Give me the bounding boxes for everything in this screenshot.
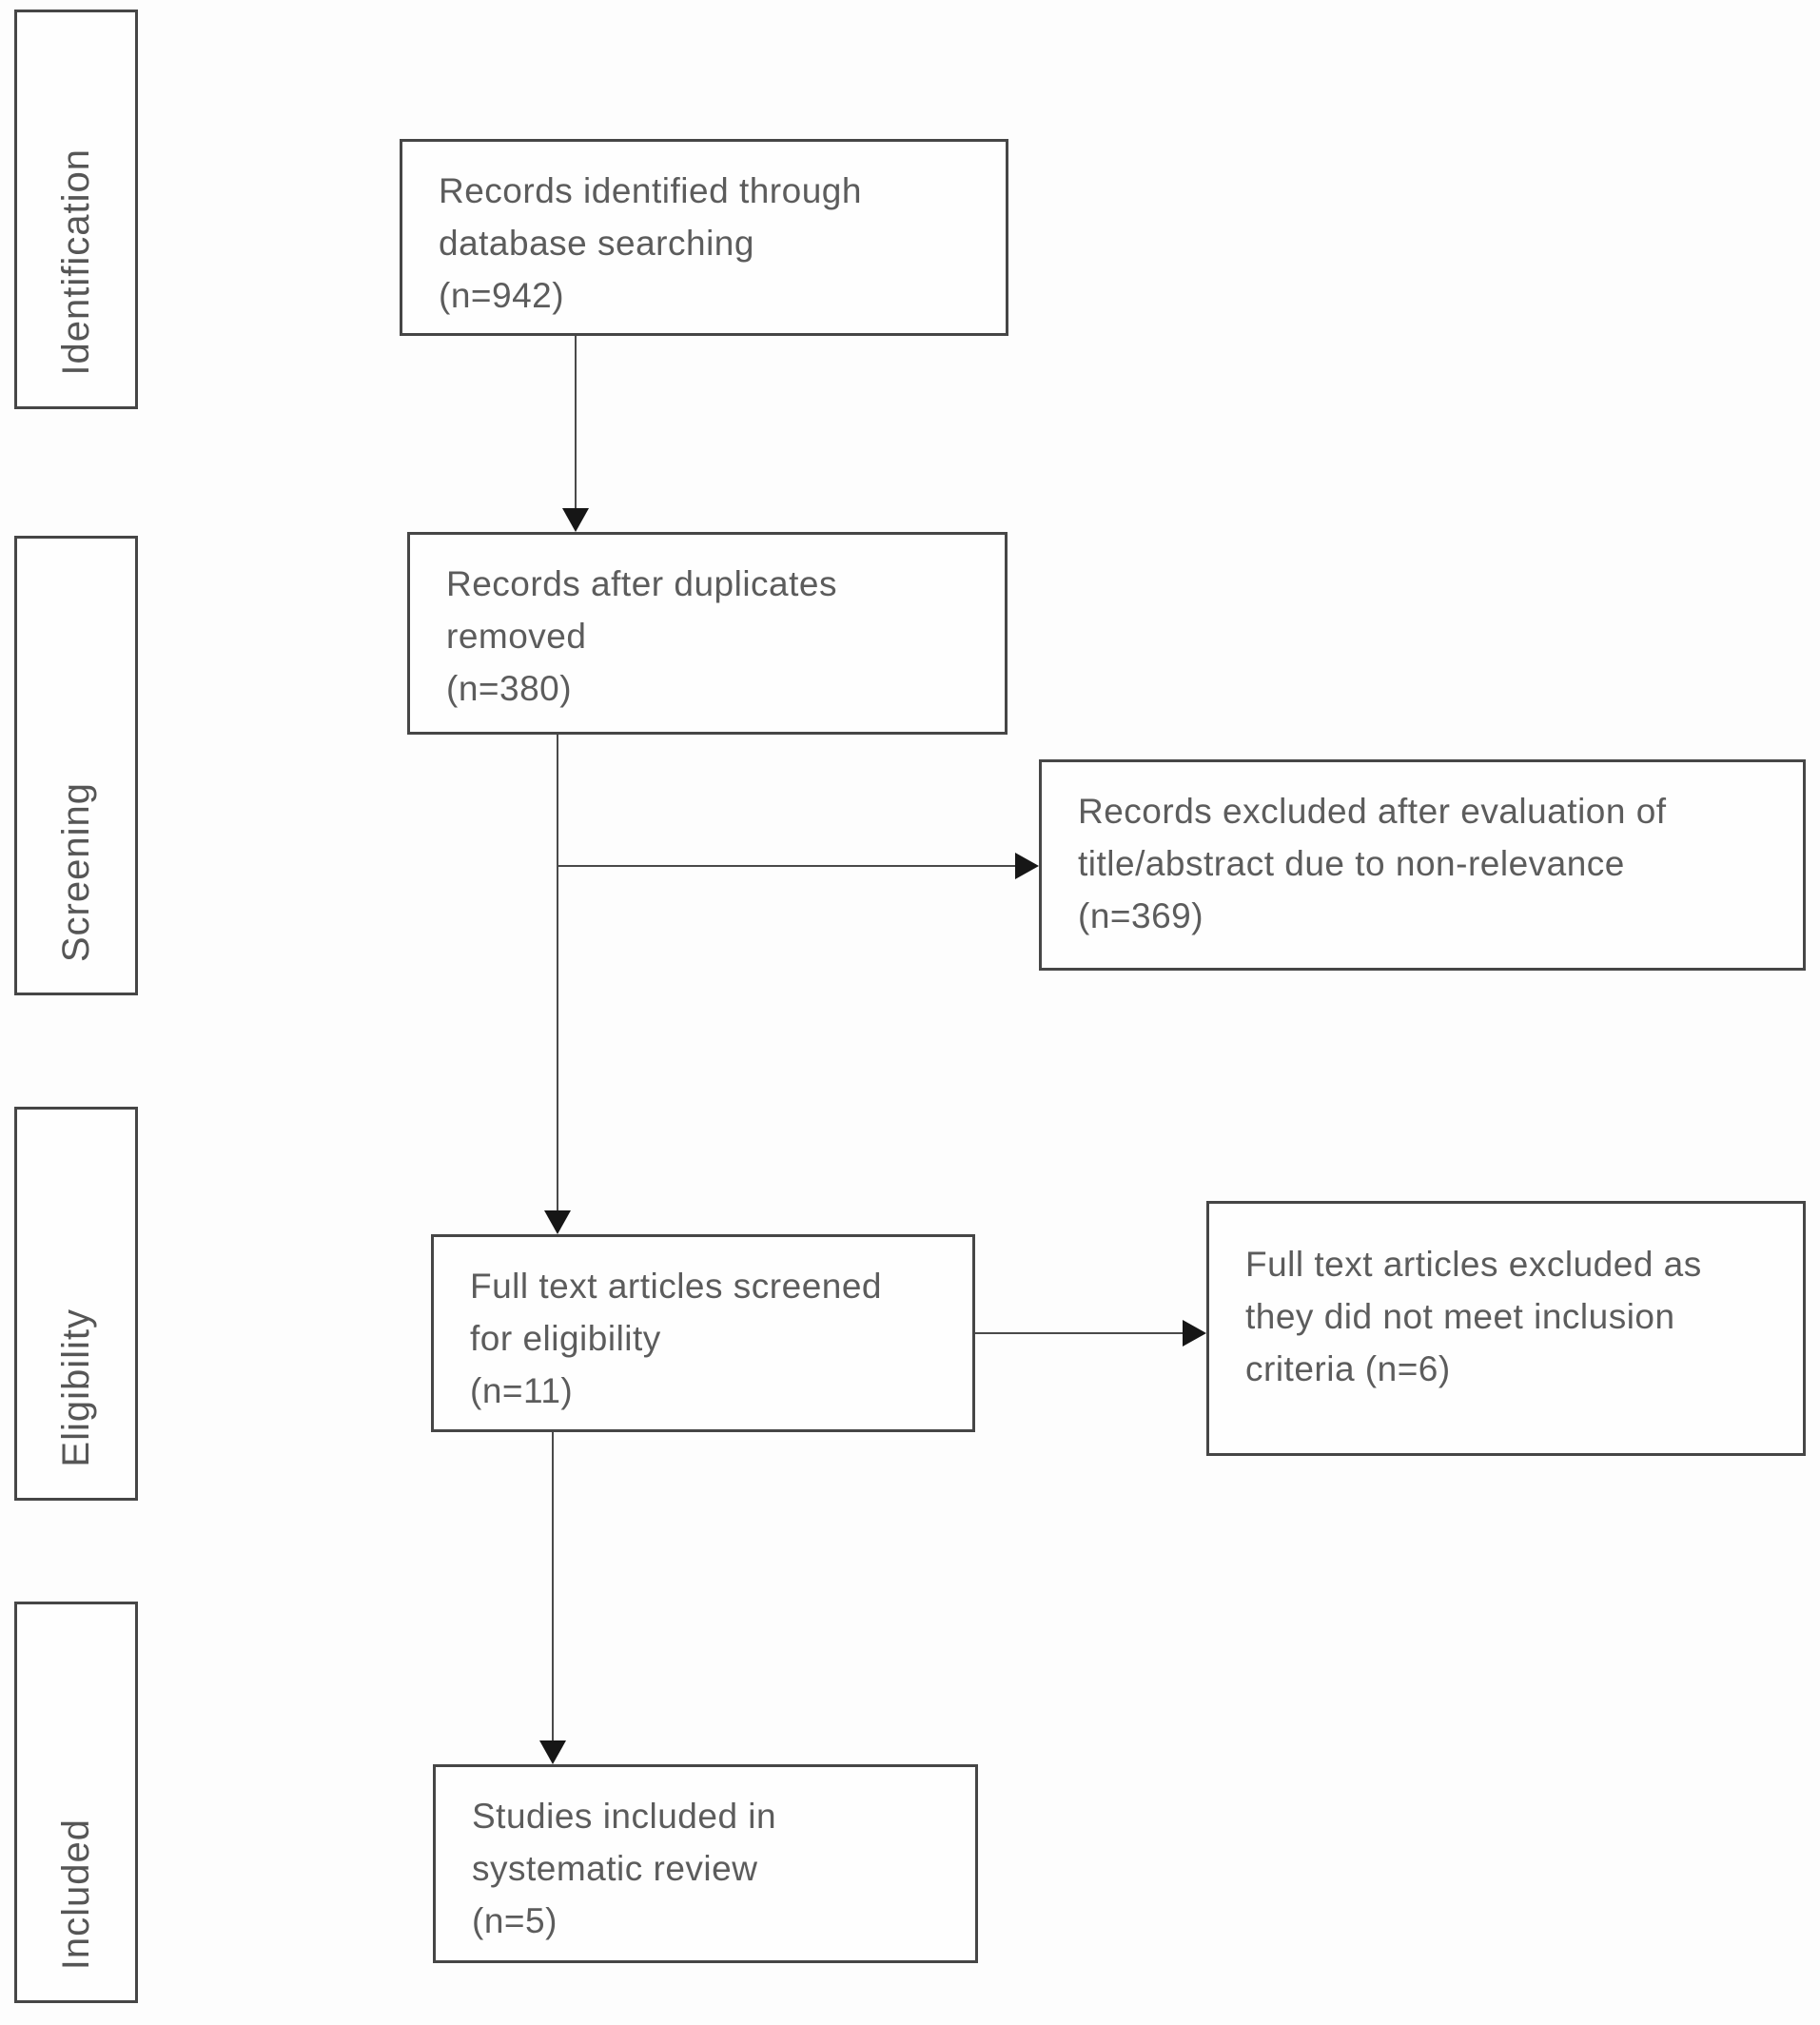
connector-line-eligibility-exclusion bbox=[975, 1332, 1184, 1334]
flow-box-text-line: systematic review bbox=[472, 1849, 758, 1888]
flow-box-count: (n=369) bbox=[1078, 896, 1204, 935]
stage-label-included: Included bbox=[54, 1818, 97, 1970]
connector-line-identified-to-duplicates bbox=[575, 336, 577, 509]
flow-box-records-identified bbox=[400, 139, 1008, 336]
arrowhead-down-icon bbox=[539, 1740, 566, 1764]
connector-line-duplicates-to-screened bbox=[557, 735, 558, 1211]
flow-box-records-excluded bbox=[1039, 759, 1806, 971]
flow-box-text-line: Records excluded after evaluation of bbox=[1078, 792, 1667, 831]
flow-box-records-after-duplicates bbox=[407, 532, 1008, 735]
arrowhead-down-icon bbox=[562, 508, 589, 532]
flow-box-text-line: they did not meet inclusion bbox=[1245, 1297, 1675, 1336]
flow-box-text-line: Records after duplicates bbox=[446, 564, 837, 603]
flow-box-text-line: for eligibility bbox=[470, 1319, 661, 1358]
flow-box-studies-included bbox=[433, 1764, 978, 1963]
flow-box-text-line: removed bbox=[446, 617, 587, 656]
stage-label-screening: Screening bbox=[54, 781, 97, 962]
stage-box-eligibility bbox=[14, 1107, 138, 1501]
arrowhead-down-icon bbox=[544, 1210, 571, 1234]
flow-box-count: (n=380) bbox=[446, 669, 573, 708]
stage-label-identification: Identification bbox=[54, 148, 97, 376]
connector-line-screened-to-included bbox=[552, 1432, 554, 1741]
flow-box-text-line: database searching bbox=[439, 224, 754, 263]
flow-box-text-line: Full text articles screened bbox=[470, 1267, 883, 1306]
flow-box-text-line: title/abstract due to non-relevance bbox=[1078, 844, 1625, 883]
flow-box-fulltext-excluded bbox=[1206, 1201, 1806, 1456]
flow-box-count: criteria (n=6) bbox=[1245, 1349, 1451, 1388]
stage-box-included bbox=[14, 1602, 138, 2003]
flow-box-count: (n=942) bbox=[439, 276, 565, 315]
flow-box-text-line: Full text articles excluded as bbox=[1245, 1245, 1702, 1284]
flow-box-text-line: Records identified through bbox=[439, 171, 862, 210]
arrowhead-right-icon bbox=[1183, 1320, 1206, 1347]
flow-box-fulltext-screened bbox=[431, 1234, 975, 1432]
stage-box-identification bbox=[14, 10, 138, 409]
flow-box-count: (n=11) bbox=[470, 1371, 574, 1410]
flow-box-text-line: Studies included in bbox=[472, 1797, 777, 1836]
arrowhead-right-icon bbox=[1015, 853, 1039, 879]
stage-label-eligibility: Eligibility bbox=[54, 1308, 97, 1467]
connector-line-screening-exclusion bbox=[558, 865, 1016, 867]
flow-box-count: (n=5) bbox=[472, 1901, 558, 1940]
stage-box-screening bbox=[14, 536, 138, 995]
